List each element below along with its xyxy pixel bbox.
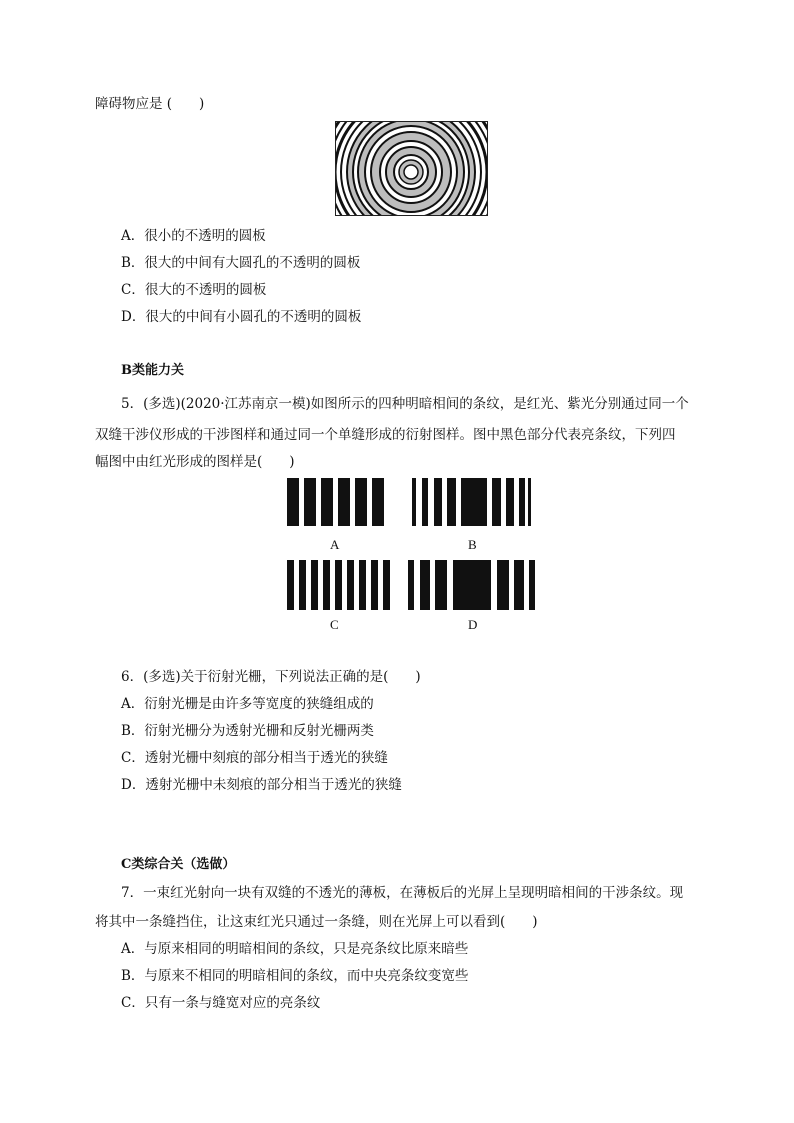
- stripe-pattern-a: [287, 478, 389, 532]
- q4-option-a: A．很小的不透明的圆板: [121, 228, 266, 244]
- q6-option-c: C．透射光栅中刻痕的部分相当于透光的狭缝: [121, 750, 388, 766]
- q4-option-b: B．很大的中间有大圆孔的不透明的圆板: [121, 255, 361, 271]
- figure-label-c: C: [330, 617, 339, 632]
- stripe-pattern-c: [287, 560, 391, 616]
- q5-line1: 5．(多选)(2020·江苏南京一模)如图所示的四种明暗相间的条纹，是红光、紫光分别通过同一个: [121, 396, 689, 412]
- q7-line2: 将其中一条缝挡住，让这束红光只通过一条缝，则在光屏上可以看到( ): [95, 914, 538, 930]
- figure-label-a: A: [330, 537, 340, 552]
- section-c-heading: C类综合关（选做）: [121, 857, 236, 872]
- q6-option-a: A．衍射光栅是由许多等宽度的狭缝组成的: [121, 696, 374, 712]
- q7-line1: 7．一束红光射向一块有双缝的不透光的薄板，在薄板后的光屏上呈现明暗相间的干涉条纹。现: [121, 885, 684, 901]
- q6-option-d: D．透射光栅中未刻痕的部分相当于透光的狭缝: [121, 777, 402, 793]
- figure-label-b: B: [468, 537, 477, 552]
- q7-option-c: C．只有一条与缝宽对应的亮条纹: [121, 995, 321, 1011]
- ring-diffraction-figure: [335, 121, 488, 216]
- section-b-heading: B类能力关: [121, 363, 184, 378]
- q7-option-b: B．与原来不相同的明暗相间的条纹，而中央亮条纹变宽些: [121, 968, 469, 984]
- stripe-pattern-d: [408, 560, 536, 616]
- q6-stem: 6．(多选)关于衍射光栅，下列说法正确的是( ): [121, 669, 421, 685]
- q5-line2: 双缝干涉仪形成的干涉图样和通过同一个单缝形成的衍射图样。图中黑色部分代表亮条纹，下列四: [95, 427, 676, 443]
- q5-line3: 幅图中由红光形成的图样是( ): [95, 454, 295, 470]
- q4-option-c: C．很大的不透明的圆板: [121, 282, 267, 298]
- q7-option-a: A．与原来相同的明暗相间的条纹，只是亮条纹比原来暗些: [121, 941, 469, 957]
- stripe-pattern-b: [410, 478, 532, 532]
- q4-option-d: D．很大的中间有小圆孔的不透明的圆板: [121, 309, 362, 325]
- figure-label-d: D: [468, 617, 478, 632]
- q4-stem-tail: 障碍物应是 ( ): [95, 96, 205, 112]
- q6-option-b: B．衍射光栅分为透射光栅和反射光栅两类: [121, 723, 374, 739]
